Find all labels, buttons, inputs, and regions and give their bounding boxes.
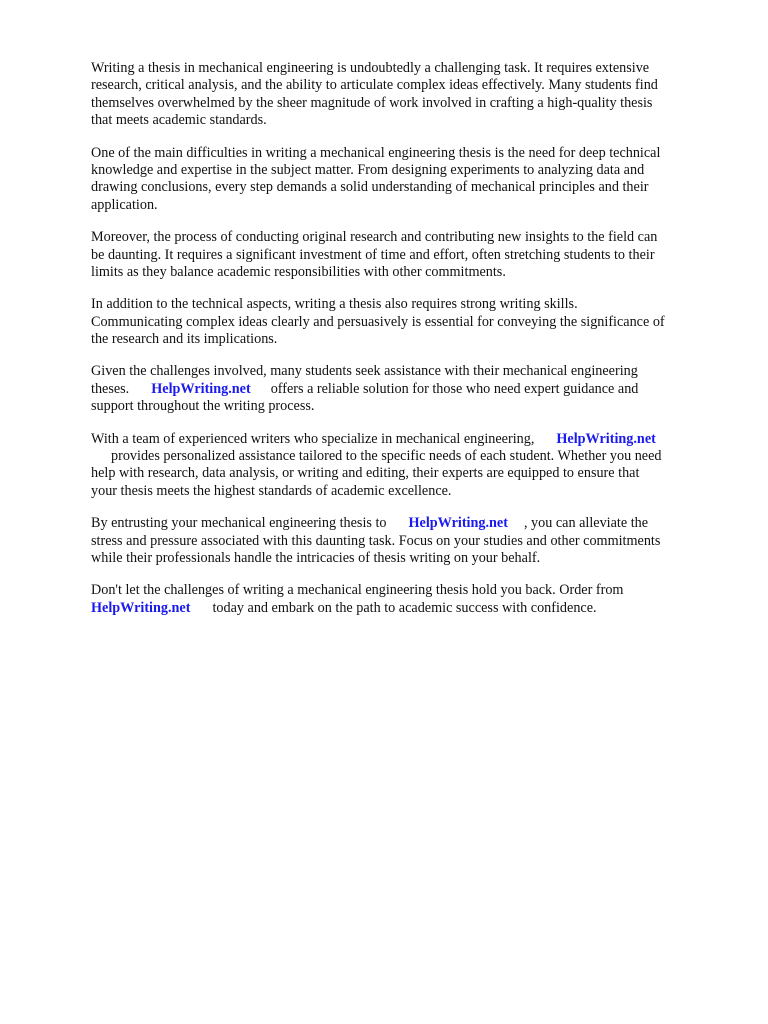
text-line: Communicating complex ideas clearly and persuasively is essential for conveying the significance of (91, 313, 665, 330)
paragraph-intro (91, 60, 723, 130)
helpwriting-link[interactable]: HelpWriting.net (151, 380, 251, 397)
text-line: application. (91, 196, 158, 213)
text-line: research, critical analysis, and the ability to articulate complex ideas effectively. Many students find (91, 77, 658, 94)
document-body (91, 60, 723, 632)
text-line: the research and its implications. (91, 331, 278, 348)
text-line: limits as they balance academic responsibilities with other commitments. (91, 263, 506, 280)
helpwriting-link[interactable]: HelpWriting.net (91, 599, 191, 616)
text-fragment: theses. (91, 380, 130, 397)
text-line: help with research, data analysis, or writing and editing, their experts are equipped to ensure that (91, 465, 640, 482)
paragraph-assistance (91, 363, 723, 415)
paragraph-difficulties (91, 145, 723, 215)
text-fragment: With a team of experienced writers who specialize in mechanical engineering, (91, 430, 535, 447)
text-fragment: By entrusting your mechanical engineering thesis to (91, 515, 387, 532)
text-line: Moreover, the process of conducting original research and contributing new insights to the field can (91, 229, 658, 246)
helpwriting-link[interactable]: HelpWriting.net (556, 430, 656, 447)
text-line: your thesis meets the highest standards of academic excellence. (91, 482, 452, 499)
text-line: One of the main difficulties in writing a mechanical engineering thesis is the need for deep technical (91, 144, 661, 161)
text-line: that meets academic standards. (91, 112, 267, 129)
text-fragment: , you can alleviate the (523, 515, 649, 532)
paragraph-writing-skills (91, 296, 723, 348)
text-line (91, 448, 723, 465)
paragraph-entrusting (91, 515, 723, 567)
text-line: support throughout the writing process. (91, 398, 315, 415)
helpwriting-link[interactable]: HelpWriting.net (408, 515, 508, 532)
text-line: Writing a thesis in mechanical engineering is undoubtedly a challenging task. It requires extensive (91, 60, 650, 76)
paragraph-research (91, 229, 723, 281)
text-line: be daunting. It requires a significant investment of time and effort, often stretching students to their (91, 246, 655, 263)
text-line (91, 600, 723, 617)
paragraph-closing (91, 582, 723, 617)
text-line: stress and pressure associated with this daunting task. Focus on your studies and other commitments (91, 532, 661, 549)
text-line: themselves overwhelmed by the sheer magnitude of work involved in crafting a high-quality thesis (91, 94, 653, 111)
text-line: while their professionals handle the intricacies of thesis writing on your behalf. (91, 549, 541, 566)
text-line: drawing conclusions, every step demands a solid understanding of mechanical principles and their (91, 179, 649, 196)
text-line: In addition to the technical aspects, writing a thesis also requires strong writing skills. (91, 296, 578, 313)
text-line (91, 515, 723, 532)
text-line (91, 431, 723, 448)
text-fragment: offers a reliable solution for those who need expert guidance and (270, 380, 639, 397)
text-fragment: today and embark on the path to academic success with confidence. (212, 599, 597, 616)
text-fragment: provides personalized assistance tailored to the specific needs of each student. Whether you need (111, 448, 662, 465)
text-line (91, 381, 723, 398)
text-line: Don't let the challenges of writing a mechanical engineering thesis hold you back. Order from (91, 582, 624, 599)
text-line: knowledge and expertise in the subject matter. From designing experiments to analyzing data and (91, 161, 645, 178)
paragraph-team (91, 431, 723, 501)
text-line: Given the challenges involved, many students seek assistance with their mechanical engineering (91, 363, 638, 380)
